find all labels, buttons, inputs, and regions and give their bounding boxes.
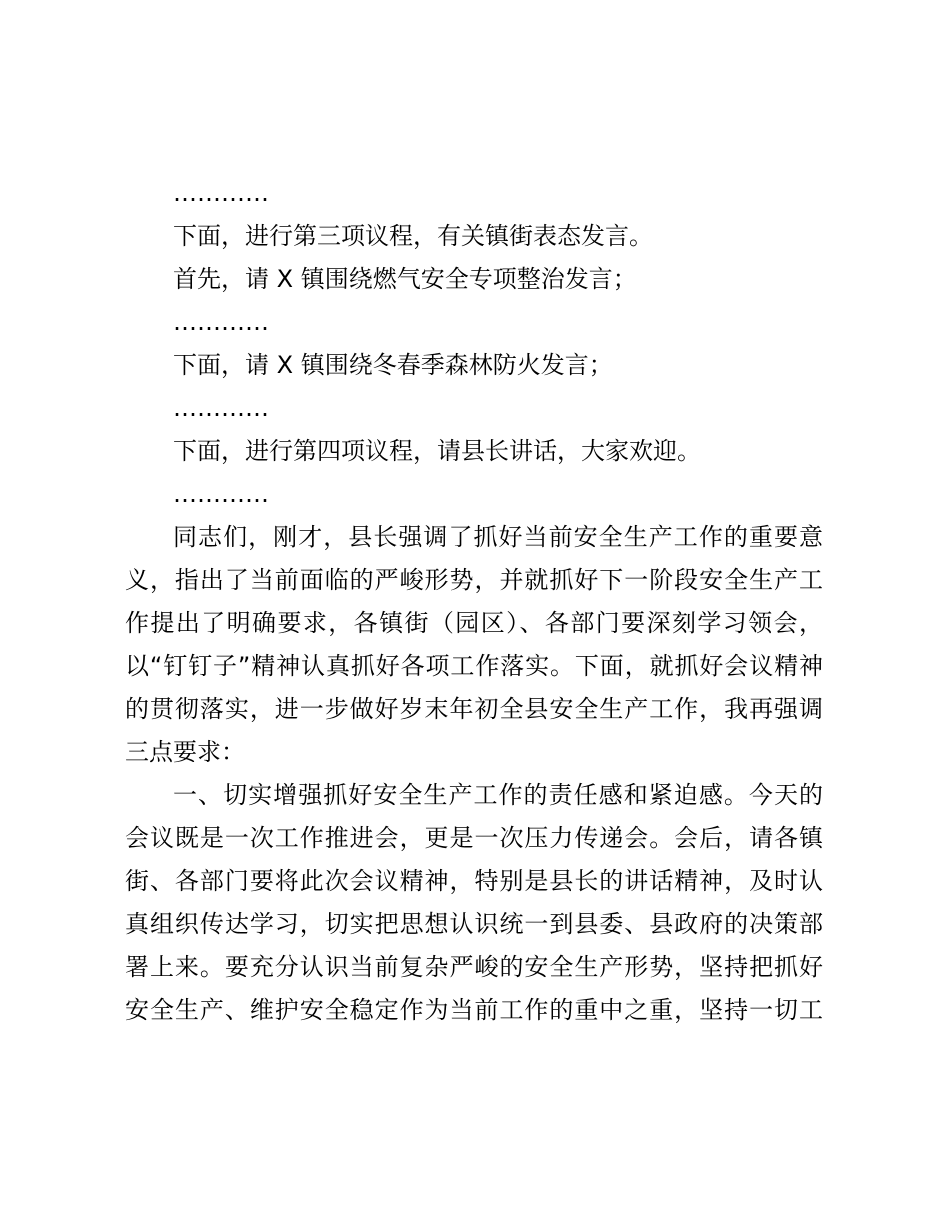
speaker-gas-safety: 首先，请 X 镇围绕燃气安全专项整治发言； bbox=[173, 265, 637, 293]
paragraph-line: 真组织传达学习，切实把思想认识统一到县委、县政府的决策部 bbox=[125, 910, 823, 938]
paragraph-line: 安全生产、维护安全稳定作为当前工作的重中之重，坚持一切工 bbox=[125, 996, 823, 1024]
ellipsis-line: ………… bbox=[173, 394, 269, 422]
paragraph-line: 以“钉钉子”精神认真抓好各项工作落实。下面，就抓好会议精神 bbox=[125, 652, 823, 680]
paragraph-line: 的贯彻落实，进一步做好岁末年初全县安全生产工作，我再强调 bbox=[125, 695, 823, 723]
paragraph-line: 三点要求： bbox=[125, 738, 245, 766]
document-body bbox=[125, 172, 823, 1032]
paragraph-line: 作提出了明确要求，各镇街（园区）、各部门要深刻学习领会， bbox=[125, 609, 823, 637]
speaker-forest-fire: 下面，请 X 镇围绕冬春季森林防火发言； bbox=[173, 351, 613, 379]
ellipsis-line: ………… bbox=[173, 179, 269, 207]
ellipsis-line: ………… bbox=[173, 308, 269, 336]
agenda-item-four: 下面，进行第四项议程，请县长讲话，大家欢迎。 bbox=[173, 437, 701, 465]
agenda-item-three: 下面，进行第三项议程，有关镇街表态发言。 bbox=[173, 222, 653, 250]
paragraph-line: 署上来。要充分认识当前复杂严峻的安全生产形势，坚持把抓好 bbox=[125, 953, 823, 981]
section-heading-line: 一、切实增强抓好安全生产工作的责任感和紧迫感。今天的 bbox=[173, 781, 823, 809]
ellipsis-line: ………… bbox=[173, 480, 269, 508]
paragraph-line: 会议既是一次工作推进会，更是一次压力传递会。会后，请各镇 bbox=[125, 824, 823, 852]
paragraph-line: 义，指出了当前面临的严峻形势，并就抓好下一阶段安全生产工 bbox=[125, 566, 823, 594]
paragraph-line: 街、各部门要将此次会议精神，特别是县长的讲话精神，及时认 bbox=[125, 867, 823, 895]
paragraph-line: 同志们，刚才，县长强调了抓好当前安全生产工作的重要意 bbox=[173, 523, 823, 551]
